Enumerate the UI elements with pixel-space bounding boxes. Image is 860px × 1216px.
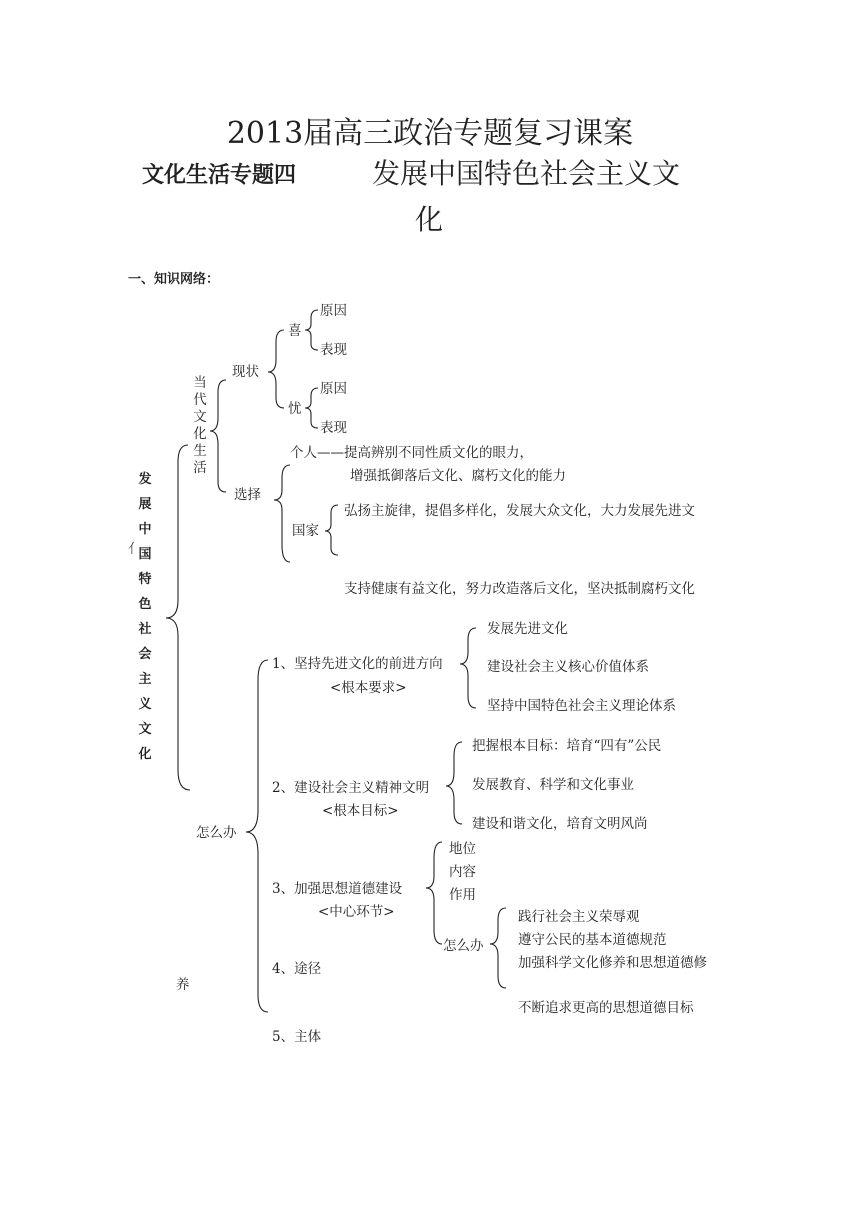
contemporary-brace: [210, 380, 226, 492]
item2-tag: <根本目标>: [322, 803, 399, 819]
item1-tag: <根本要求>: [330, 680, 407, 696]
worry-brace: [305, 388, 318, 428]
item2-label: 2、建设社会主义精神文明: [272, 780, 430, 796]
item3-tag: <中心环节>: [318, 904, 395, 920]
joy-reason: 原因: [320, 303, 347, 319]
state-line-2: 支持健康有益文化，努力改造落后文化，坚决抵制腐朽文化: [344, 581, 695, 597]
item3-child-2: 内容: [449, 864, 476, 880]
item3-how-child-4: 不断追求更高的思想道德目标: [518, 1000, 694, 1016]
item2-child-2: 发展教育、科学和文化事业: [472, 777, 634, 793]
status-node: 现状: [232, 364, 259, 380]
choice-brace: [274, 465, 290, 562]
item1-brace: [460, 628, 476, 708]
item3-how-node: 怎么办: [443, 938, 484, 954]
item1-child-2: 建设社会主义核心价值体系: [487, 659, 649, 675]
state-brace: [325, 505, 338, 555]
item3-label: 3、加强思想道德建设: [272, 881, 403, 897]
root-brace: [166, 445, 190, 790]
item4-label: 4、途径: [272, 961, 322, 977]
choice-node: 选择: [234, 487, 261, 503]
joy-node: 喜: [288, 323, 302, 339]
individual-line-2: 增强抵御落后文化、腐朽文化的能力: [350, 468, 566, 484]
how-brace: [246, 660, 268, 1012]
worry-node: 忧: [288, 401, 302, 417]
item3-how-child-1: 践行社会主义荣辱观: [518, 909, 640, 925]
item3-brace: [426, 842, 442, 944]
subtitle-main-wrap: 化: [415, 203, 444, 236]
stray-mark: 亻: [128, 541, 142, 557]
contemporary-node: 当代文化生活: [193, 375, 207, 476]
root-node: 发展中国特色社会主义文化: [138, 472, 152, 762]
item2-child-3: 建设和谐文化，培育文明风尚: [472, 816, 648, 832]
worry-reason: 原因: [320, 381, 347, 397]
item1-child-3: 坚持中国特色社会主义理论体系: [487, 698, 676, 714]
item2-child-1: 把握根本目标：培育“四有”公民: [472, 738, 662, 754]
individual-line-1: 个人——提高辨别不同性质文化的眼力，: [290, 445, 533, 461]
state-line-1: 弘扬主旋律，提倡多样化，发展大众文化，大力发展先进文: [344, 503, 695, 519]
page-title: 2013届高三政治专题复习课案: [226, 116, 634, 151]
status-brace: [268, 330, 284, 408]
section-heading: 一、知识网络：: [128, 272, 220, 287]
item5-label: 5、主体: [272, 1029, 322, 1045]
subtitle-main: 发展中国特色社会主义文: [372, 157, 681, 190]
state-node: 国家: [292, 523, 319, 539]
worry-manifestation: 表现: [320, 420, 347, 436]
item3-child-3: 作用: [449, 887, 476, 903]
item3-how-child-2: 遵守公民的基本道德规范: [518, 932, 667, 948]
how-node: 怎么办: [196, 825, 237, 841]
item2-brace: [446, 742, 462, 824]
item3-how-brace: [490, 908, 506, 988]
item3-child-1: 地位: [449, 841, 476, 857]
item1-label: 1、坚持先进文化的前进方向: [272, 656, 443, 672]
joy-brace: [305, 310, 318, 350]
joy-manifestation: 表现: [320, 342, 347, 358]
subtitle-topic: 文化生活专题四: [142, 163, 297, 188]
stray-text: 养: [176, 977, 190, 993]
item1-child-1: 发展先进文化: [487, 621, 568, 637]
item3-how-child-3: 加强科学文化修养和思想道德修: [518, 955, 707, 971]
